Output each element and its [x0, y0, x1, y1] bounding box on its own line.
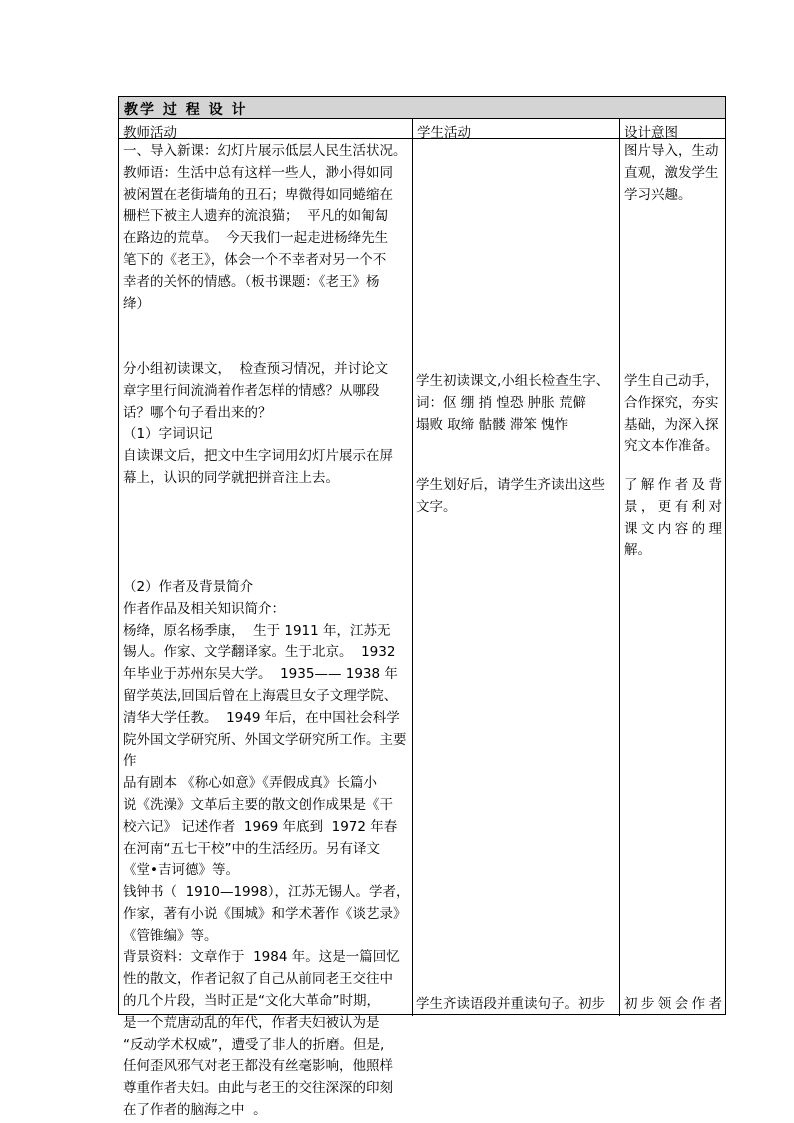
teacher-line: 话？哪个句子看出来的？ — [123, 404, 272, 421]
teacher-line: 笔下的《老王》，体会一个不幸者对另一个不 — [123, 251, 387, 268]
teacher-line: 品有剧本 《称心如意》《弄假成真》长篇小 — [123, 775, 378, 792]
student-activity-block-1 — [416, 371, 614, 436]
teacher-line: 栅栏下被主人遗弃的流浪猫； 平凡的如匍匐 — [123, 208, 389, 225]
design-intent-block-3 — [624, 475, 722, 562]
intent-line: 学习兴趣。 — [624, 186, 692, 203]
intent-line: 合作探究，夯实 — [624, 394, 719, 411]
teacher-line: 自读课文后，把文中生字词用幻灯片展示在屏 — [123, 448, 393, 465]
intent-line: 直观，激发学生 — [624, 164, 719, 181]
intent-line: 学生自己动手， — [624, 373, 719, 389]
teacher-line: 一、导入新课：幻灯片展示低层人民生活状况。 — [123, 143, 407, 159]
intent-line: 初步领会作者 — [624, 996, 722, 1012]
student-activity-block-3 — [416, 994, 614, 1016]
teacher-activity-cell — [123, 141, 411, 1122]
blank-line — [123, 555, 411, 577]
column-header-student: 学生活动 — [413, 119, 620, 139]
teacher-line: 锡人。作家、文学翻译家。生于北京。 1932 — [123, 644, 396, 661]
teacher-line: 留学英法,回国后曾在上海震旦女子文理学院、 — [123, 687, 398, 704]
teacher-line: 教师语：生活中总有这样一些人，渺小得如同 — [123, 164, 393, 181]
teacher-line: （2）作者及背景简介 — [123, 578, 254, 595]
design-intent-block-4 — [624, 994, 722, 1016]
blank-line — [123, 512, 411, 534]
lesson-process-table — [118, 96, 726, 1119]
intent-line: 景，更有利对 — [624, 498, 722, 515]
teacher-line: 是一个荒唐动乱的年代，作者夫妇被认为是 — [123, 1014, 380, 1031]
table-title-bar — [119, 97, 725, 119]
student-activity-block-2 — [416, 475, 614, 519]
intent-line: 解。 — [624, 542, 651, 559]
teacher-line: 校六记》 记述作者 1969 年底到 1972 年春 — [123, 818, 398, 835]
student-line: 学生初读课文,小组长检查生字、 — [416, 373, 610, 389]
student-line: 塌败 取缔 骷髅 滞笨 愧怍 — [416, 416, 569, 433]
teacher-line: 《堂•吉诃德》等。 — [123, 862, 239, 879]
blank-line — [123, 533, 411, 555]
blank-line — [123, 490, 411, 512]
teacher-line: 幕上，认识的同学就把拼音注上去。 — [123, 469, 339, 486]
teacher-line: 背景资料：文章作于 1984 年。这是一篇回忆 — [123, 949, 400, 966]
teacher-line: 在路边的荒草。 今天我们一起走进杨绛先生 — [123, 230, 389, 247]
teacher-line: 尊重作者夫妇。由此与老王的交往深深的印刻 — [123, 1080, 393, 1097]
teacher-line: 杨绛，原名杨季康， 生于 1911 年，江苏无 — [123, 622, 391, 639]
column-divider-2 — [619, 119, 620, 1016]
teacher-line: 性的散文，作者记叙了自己从前同老王交往中 — [123, 971, 393, 988]
intent-line: 图片导入，生动 — [624, 143, 719, 159]
teacher-line: 章字里行间流淌着作者怎样的情感？从哪段 — [123, 382, 380, 399]
teacher-line: 任何歪风邪气对老王都没有丝毫影响，他照样 — [123, 1058, 393, 1075]
student-line: 文字。 — [416, 498, 457, 515]
teacher-line: 作家，著有小说《围城》和学术著作《谈艺录》 — [123, 905, 407, 922]
column-divider-1 — [412, 119, 413, 1016]
teacher-line: 院外国文学研究所、外国文学研究所工作。主要作 — [123, 731, 407, 770]
teacher-line: 说《洗澡》文革后主要的散文创作成果是《干 — [123, 796, 393, 813]
teacher-line: 幸者的关怀的情感。（板书课题：《老王》杨 — [123, 273, 380, 290]
teacher-line: 年毕业于苏州东吴大学。 1935—— 1938 年 — [123, 666, 398, 683]
intent-line: 了解作者及背 — [624, 477, 722, 493]
design-intent-block-1 — [624, 141, 722, 206]
teacher-line: （1）字词识记 — [123, 426, 213, 443]
teacher-line: 钱钟书（ 1910—1998），江苏无锡人。学者， — [123, 884, 410, 901]
teacher-line: 被闲置在老街墙角的丑石；卑微得如同蜷缩在 — [123, 186, 393, 203]
blank-line — [123, 337, 411, 359]
intent-line: 究文本作准备。 — [624, 438, 719, 455]
student-line: 学生齐读语段并重读句子。初步 — [416, 996, 605, 1012]
intent-line: 基础，为深入探 — [624, 416, 719, 433]
student-line: 词：伛 绷 捎 惶恐 肿胀 荒僻 — [416, 394, 586, 411]
column-header-intent: 设计意图 — [620, 119, 725, 139]
teacher-line: 的几个片段，当时正是“文化大革命”时期， — [123, 993, 380, 1010]
teacher-line: 绛） — [123, 295, 150, 312]
design-intent-block-2 — [624, 371, 722, 458]
teacher-line: 《管锥编》等。 — [123, 927, 218, 944]
student-line: 学生划好后，请学生齐读出这些 — [416, 477, 605, 493]
column-header-teacher: 教师活动 — [119, 119, 413, 139]
intent-line: 课文内容的理 — [624, 520, 722, 537]
table-title: 教学 过 程 设 计 — [124, 102, 248, 118]
teacher-line: 在河南“五七干校”中的生活经历。另有译文 — [123, 840, 380, 857]
teacher-line: 清华大学任教。 1949 年后，在中国社会科学 — [123, 709, 400, 726]
teacher-line: “反动学术权威”，遭受了非人的折磨。但是, — [123, 1036, 385, 1053]
teacher-line: 分小组初读课文， 检查预习情况，并讨论文 — [123, 360, 389, 377]
blank-line — [123, 315, 411, 337]
teacher-line: 作者作品及相关知识简介： — [123, 600, 285, 617]
teacher-line: 在了作者的脑海之中 。 — [123, 1102, 267, 1119]
